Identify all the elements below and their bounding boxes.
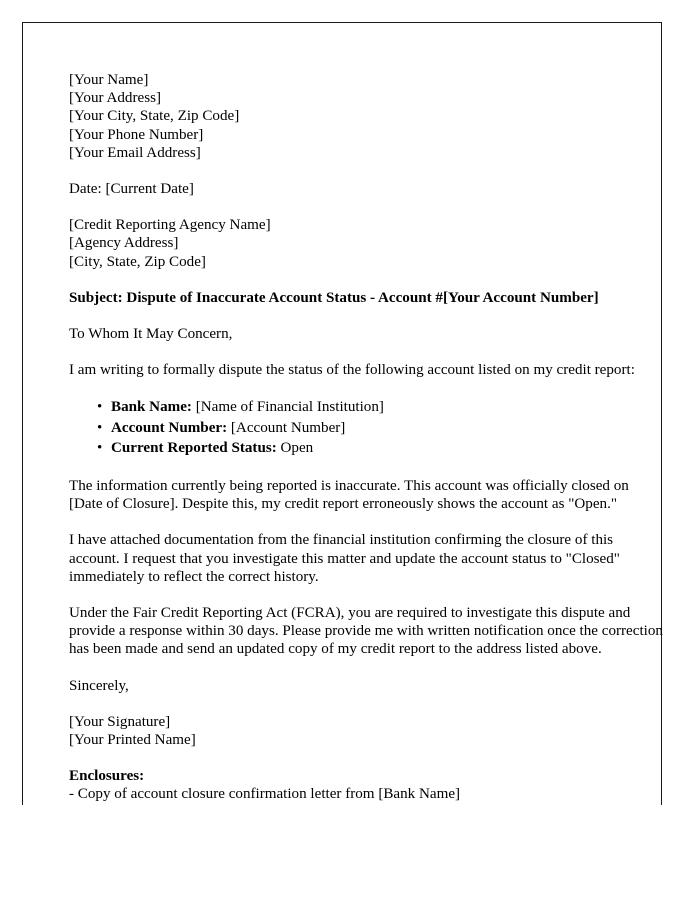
- date-block: [69, 180, 663, 198]
- list-item: [111, 397, 663, 418]
- intro-paragraph: I am writing to formally dispute the status of the following account listed on my credit report:: [69, 362, 635, 379]
- body-paragraph-1: The information currently being reported is inaccurate. This account was officially closed on [Date of Closure]. Despite this, my credit report erroneously shows the account as "Open.": [69, 477, 629, 513]
- sender-street: [Your Address]: [69, 90, 161, 107]
- enclosure-item: - Copy of account closure confirmation letter from [Bank Name]: [69, 786, 461, 803]
- account-details-list: [69, 397, 663, 459]
- recipient-city-state-zip: [City, State, Zip Code]: [69, 253, 206, 270]
- list-item: [111, 438, 663, 459]
- account-detail-value: [Name of Financial Institution]: [195, 399, 384, 416]
- signature-placeholder: [Your Signature]: [69, 713, 171, 730]
- recipient-address-block: [69, 216, 663, 271]
- account-detail-label: Account Number:: [111, 419, 228, 436]
- printed-name-placeholder: [Your Printed Name]: [69, 731, 196, 748]
- body-paragraph-2: I have attached documentation from the financial institution confirming the closure of this account. I request that you investigate this matter and update the account status to "Closed" immediately to reflect the correct history.: [69, 532, 620, 585]
- recipient-agency-name: [Credit Reporting Agency Name]: [69, 217, 271, 234]
- sender-email: [Your Email Address]: [69, 144, 201, 161]
- enclosures-heading: Enclosures:: [69, 768, 145, 785]
- document-page: [22, 22, 662, 805]
- salutation: To Whom It May Concern,: [69, 326, 233, 343]
- list-item: [111, 418, 663, 439]
- subject-line: Subject: Dispute of Inaccurate Account Status - Account #[Your Account Number]: [69, 289, 599, 306]
- signature-block: [69, 713, 663, 749]
- account-detail-value: [Account Number]: [230, 419, 346, 436]
- closing-line: Sincerely,: [69, 677, 129, 694]
- letter-body: [69, 71, 663, 804]
- sender-address-block: [69, 71, 663, 162]
- account-detail-value: Open: [280, 440, 314, 457]
- account-detail-label: Bank Name:: [111, 399, 192, 416]
- recipient-street: [Agency Address]: [69, 235, 179, 252]
- body-paragraph-3: Under the Fair Credit Reporting Act (FCRA), you are required to investigate this dispute and provide a response within 30 days. Please provide me with written notification once the correction has been made and send an updated copy of my credit report to the address listed above.: [69, 604, 663, 658]
- sender-city-state-zip: [Your City, State, Zip Code]: [69, 108, 240, 125]
- enclosures-block: [69, 767, 663, 803]
- date-line: Date: [Current Date]: [69, 181, 194, 198]
- account-detail-label: Current Reported Status:: [111, 440, 277, 457]
- sender-phone: [Your Phone Number]: [69, 126, 204, 143]
- sender-name: [Your Name]: [69, 72, 149, 88]
